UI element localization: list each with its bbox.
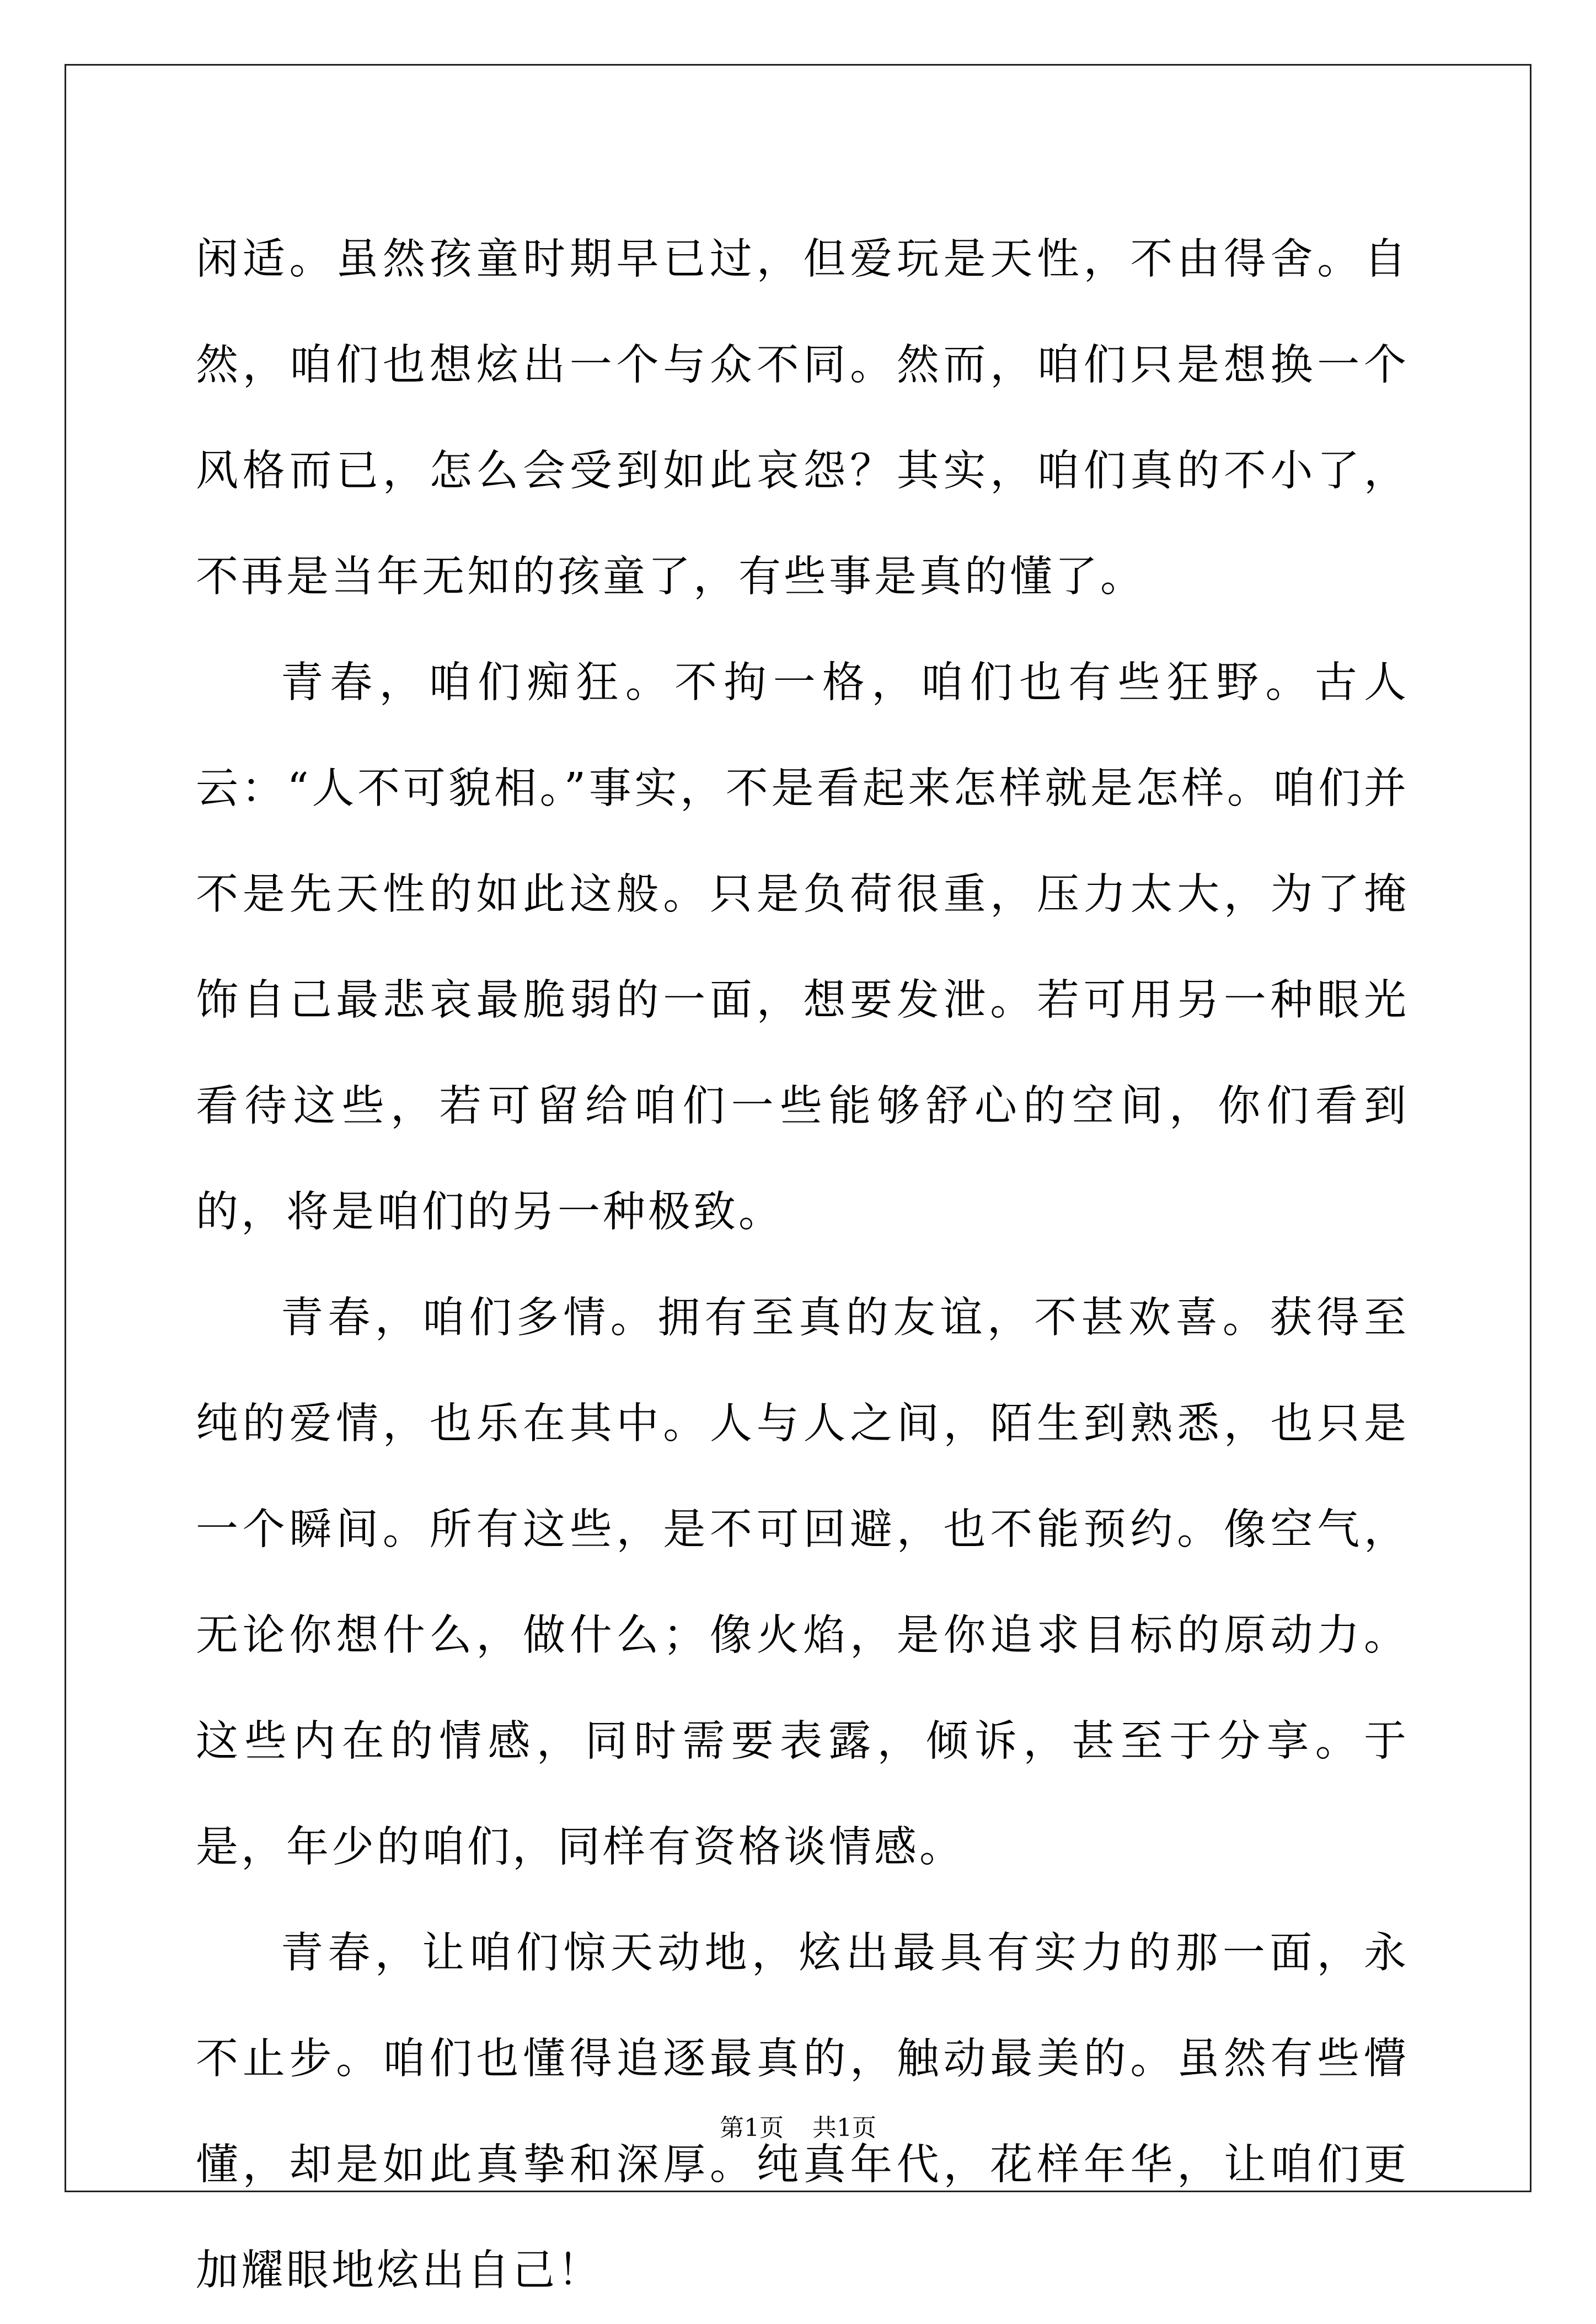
page-number-current: 第1页 (720, 2114, 784, 2142)
paragraph-2: 青春，咱们痴狂。不拘一格，咱们也有些狂野。古人云：“人不可貌相。”事实，不是看起来怎样就是怎样。咱们并不是先天性的如此这般。只是负荷很重，压力太大，为了掩饰自己最悲哀最脆弱的一面，想要发泄。若可用另一种眼光看待这些，若可留给咱们一些能够舒心的空间，你们看到的，将是咱们的另一种极致。 (196, 658, 1409, 1237)
paragraph-4: 青春，让咱们惊天动地，炫出最具有实力的那一面，永不止步。咱们也懂得追逐最真的，触动最美的。虽然有些懵懂，却是如此真挚和深厚。纯真年代，花样年华，让咱们更加耀眼地炫出自己！ (196, 1929, 1409, 2295)
paragraph-1: 闲适。虽然孩童时期早已过，但爱玩是天性，不由得舍。自然，咱们也想炫出一个与众不同。然而，咱们只是想换一个风格而已，怎么会受到如此哀怨？其实，咱们真的不小了，不再是当年无知的孩童了，有些事是真的懂了。 (196, 235, 1409, 602)
document-body (196, 207, 1409, 2324)
page-number-total: 共1页 (812, 2114, 876, 2142)
paragraph-3: 青春，咱们多情。拥有至真的友谊，不甚欢喜。获得至纯的爱情，也乐在其中。人与人之间，陌生到熟悉，也只是一个瞬间。所有这些，是不可回避，也不能预约。像空气，无论你想什么，做什么；像火焰，是你追求目标的原动力。这些内在的情感，同时需要表露，倾诉，甚至于分享。于是，年少的咱们，同样有资格谈情感。 (196, 1294, 1409, 1872)
page-footer (0, 2112, 1596, 2145)
